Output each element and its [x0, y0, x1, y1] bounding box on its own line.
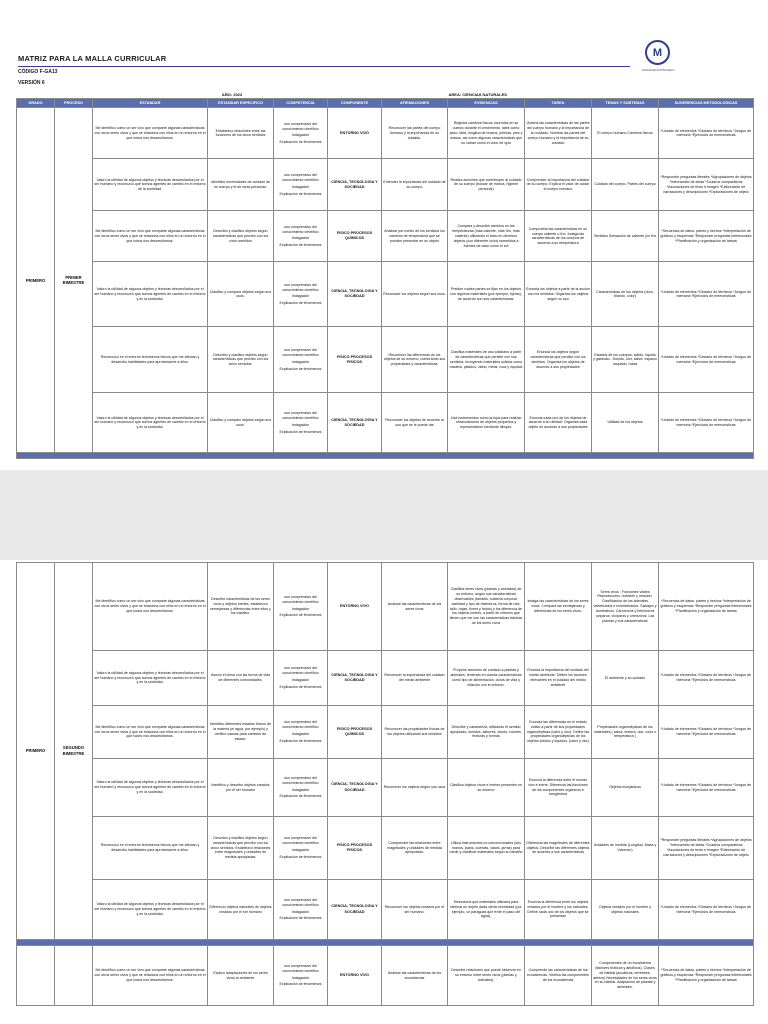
col-evidencias: EVIDENCIAS — [448, 99, 525, 108]
temas-cell: Utilidad de los objetos — [592, 393, 659, 453]
col-estandar: ESTANDAR — [93, 99, 208, 108]
competencia-item: Explicación de fenómenos — [279, 140, 322, 145]
sugerencias-cell: *Listado de elementos *Glosario de términos *Juegos de memoria *Ejercicios de memorísticas — [659, 262, 754, 327]
componente-cell: CIENCIA, TECNOLOGIA Y SOCIEDAD — [328, 393, 382, 453]
evidencias-cell: Clasifica seres vivos (plantas y animales) de su entorno, según sus características observables (tamaño, cubierta corporal, cantidad y tipo de miembros, forma de raíz, tallo, hojas, flores y frutos) y los diferencia de los objetos inertes, a partir de criterios que tienen que ver con las características básicas de los seres vivos — [448, 563, 525, 651]
temas-cell: Cuidado del cuerpo. Partes del cuerpo — [592, 159, 659, 211]
temas-cell: Seres vivos ; Funciones vitales Reproducción, nutrición y relación. Clasificación de los animales vertebrados e invertebrados. Salvajes y domésticos. Carnívoros y herbívoros ovíparos, vivíparos y omnívoros. Las plantas y sus características — [592, 563, 659, 651]
competencia-item: Explicación de fenómenos — [279, 366, 322, 371]
temas-cell: Estados de los cuerpos: sólido, líquido y gaseoso. -Sonido, olor, sabor, espacio ocupado, masa — [592, 327, 659, 393]
curriculum-table-2 — [16, 562, 754, 1006]
estandar-cell: Me identifico como un ser vivo que comparte algunas características con otros seres vivos y que se relaciona con ellos en un entorno en el que todos nos desarrollamos. — [93, 108, 208, 159]
competencia-item: Explicación de fenómenos — [279, 684, 322, 689]
sugerencias-cell: *Listado de elementos *Glosario de términos *Juegos de memoria *Ejercicios de memorísticas — [659, 880, 754, 940]
document-version: VERSIÓN 6 — [18, 80, 45, 86]
componente-cell: ENTORNO VIVO — [328, 563, 382, 651]
table-1-body — [17, 108, 754, 453]
column-headers — [17, 99, 754, 108]
afirmacion-cell: Reconocer los objetos de acuerdo al uso que se le puede dar — [382, 393, 448, 453]
document-code: CÓDIGO F-GA13 — [18, 69, 58, 75]
componente-cell: FISICO PROCESOS FISICOS — [328, 327, 382, 393]
componente-cell: FISICO PROCESOS QUIMICOS — [328, 706, 382, 759]
componente-cell: CIENCIA, TECNOLOGIA Y SOCIEDAD — [328, 880, 382, 940]
afirmacion-cell: Analizar las características de los ecosistemas — [382, 946, 448, 1006]
competencia-item: Explicación de fenómenos — [279, 613, 322, 618]
estandar-especifico-cell: Describo y clasifico objetos según características que percibo con los cinco sentidos. Establezco relaciones entre magnitudes y unidades de medida apropiadas. — [208, 817, 274, 880]
estandar-cell: Me identifico como un ser vivo que comparte algunas características con otros seres vivos y que se relaciona con ellos en un entorno en el que todos nos desarrollamos. — [93, 211, 208, 262]
afirmacion-cell: Analizar las características de los seres vivos — [382, 563, 448, 651]
estandar-especifico-cell: Explico adaptaciones de los seres vivos al ambiente — [208, 946, 274, 1006]
estandar-cell: Valoro la utilidad de algunos objetos y técnicas desarrollados por el ser humano y reconozco que somos agentes de cambio en el entorno de la sociedad. — [93, 159, 208, 211]
table-row — [17, 817, 754, 880]
afirmacion-cell: Entender la importancia del cuidado de su cuerpo — [382, 159, 448, 211]
competencia-item: Indagación — [291, 732, 310, 736]
competencia-cell — [274, 759, 328, 817]
tarea-cell: Enuncia la importancia del cuidado del medio ambiente. Define los factores relevantes en el cuidado del medio ambiente — [525, 651, 592, 706]
afirmacion-cell: Reconocer la importancia del cuidado del medio ambiente — [382, 651, 448, 706]
afirmacion-cell: Reconocer las propiedades físicas de los objetos utilizando sus sentidos — [382, 706, 448, 759]
estandar-especifico-cell: Diferencio objetos naturales de objetos creados por el ser humano — [208, 880, 274, 940]
competencia-item: uso comprensivo del conocimiento científico — [282, 411, 319, 421]
evidencias-cell: Clasifica objetos vivos e inertes presentes en su entorno — [448, 759, 525, 817]
temas-cell: Unidades de medida (Longitud, Masa y Volumen) — [592, 817, 659, 880]
table-row — [17, 108, 754, 159]
tarea-cell: Comprueba las características en un cuerpo caliente o frío. Indaga las características de los cuerpos de acuerdo a su temperatura — [525, 211, 592, 262]
sugerencias-cell: *Listado de elementos *Glosario de términos *Juegos de memoria *Ejercicios de memorísticas — [659, 651, 754, 706]
tarea-cell: Comprende las características de los ecosistemas. Verifica las componentes de los ecosistemas — [525, 946, 592, 1006]
sugerencias-cell: *Secuencia de datos, partes y hechos *Interpretación de gráficos y esquemas *Responder preguntas inferenciales *Planificación y organización de tareas — [659, 211, 754, 262]
estandar-cell: Reconozco en el entorno fenómenos físicos que me afectan y desarrollo habilidades para aproximarme a ellos. — [93, 327, 208, 393]
temas-cell: Características de los objetos (duro, blando, color) — [592, 262, 659, 327]
componente-cell: FISICO PROCESOS FISICOS — [328, 817, 382, 880]
temas-cell: Sentidos Sensación de caliente y/o frío — [592, 211, 659, 262]
table-2-next-row — [17, 946, 754, 1006]
area-label: AREA: CIENCIAS NATURALES — [448, 92, 507, 97]
estandar-especifico-cell: Describo características de los seres vivos y objetos inertes, establezco semejanzas y diferencias entre ellos y los clasifico. — [208, 563, 274, 651]
afirmacion-cell: Reconocer los objetos según sus usos. — [382, 262, 448, 327]
page-1 — [0, 0, 768, 470]
competencia-cell — [274, 159, 328, 211]
competencia-item: Explicación de fenómenos — [279, 243, 322, 248]
evidencias-cell: Propone acciones de cuidado a plantas y animales, teniendo en cuenta características como tipo de alimentación, ciclos de vida y relación con el entorno. — [448, 651, 525, 706]
table-1-footer-band — [17, 453, 754, 459]
col-proceso: PROCESO — [55, 99, 93, 108]
tarea-cell: Indaga las características de los seres vivos. Compara las semejanzas y diferencias de los seres vivos. — [525, 563, 592, 651]
col-sugerencias: SUGERENCIAS METODOLOGICAS — [659, 99, 754, 108]
competencia-item: Explicación de fenómenos — [279, 738, 322, 743]
sugerencias-cell: *Listado de elementos *Glosario de términos *Juegos de memoria *Ejercicios de memorísticas — [659, 108, 754, 159]
competencia-cell — [274, 880, 328, 940]
temas-cell: Objetos creados por el hombre y objetos naturales — [592, 880, 659, 940]
competencia-item: Indagación — [291, 606, 310, 611]
competencia-item: Indagación — [291, 678, 310, 682]
afirmacion-cell: Reconocer las partes del cuerpo humano y la importancia de su cuidado. — [382, 108, 448, 159]
estandar-especifico-cell: Identifico diferentes estados físicos de la materia (el agua, por ejemplo) y verifico causas para cambios de estado. — [208, 706, 274, 759]
tarea-cell: Enuncia las diferencias en el estado sólido a partir de sus propiedades organolépticas (calor y olor). Define las propiedades organolépticas de los objetos sólidos y líquidos. (calor y olor) — [525, 706, 592, 759]
afirmacion-cell: Reconocer los objetos según sus usos — [382, 759, 448, 817]
evidencias-cell: Compara y describe cambios en las temperaturas (más caliente, más frío, más caliente) utilizando el tacto en diversos objetos (con diferente color) sometidos a fuentes de calor como el sol — [448, 211, 525, 262]
competencia-cell — [274, 211, 328, 262]
evidencias-cell: Clasifica materiales de uso cotidiano a partir de características que percibe con sus sentidos, incluyendo materiales sólidos como madera, plástico, vidrio, metal, roca y líquidos — [448, 327, 525, 393]
estandar-especifico-cell: Describo y clasifico objetos según características que percibo con los cinco sentidos. — [208, 327, 274, 393]
sugerencias-cell: *Listado de elementos *Glosario de términos *Juegos de memoria *Ejercicios de memorísticas — [659, 759, 754, 817]
competencia-cell — [274, 393, 328, 453]
estandar-cell: Valoro la utilidad de algunos objetos y técnicas desarrollados por el ser humano y reconozco que somos agentes de cambio en el entorno y en la sociedad. — [93, 393, 208, 453]
sugerencias-cell: *Secuencia de datos, partes y hechos *Interpretación de gráficos y esquemas *Responder preguntas inferenciales *Planificación y organización de tareas — [659, 946, 754, 1006]
table-row — [17, 651, 754, 706]
competencia-item: uso comprensivo del conocimiento científico — [282, 348, 319, 358]
col-temas: TEMAS Y SUBTEMAS — [592, 99, 659, 108]
afirmacion-cell: Reconocer las diferencias de los objetos de su entorno, nombrando sus propiedades y características. — [382, 327, 448, 393]
table-row — [17, 946, 754, 1006]
estandar-cell: Valoro la utilidad de algunos objetos y técnicas desarrollados por el ser humano y reconozco que somos agentes de cambio en el entorno y en la sociedad. — [93, 759, 208, 817]
estandar-cell: Me identifico como un ser vivo que comparte algunas características con otros seres vivos y que se relaciona con ellos en un entorno en el que todos nos desarrollamos. — [93, 946, 208, 1006]
table-row — [17, 262, 754, 327]
sugerencias-cell: *Secuencia de datos, partes y hechos *Interpretación de gráficos y esquemas *Responder preguntas inferenciales *Planificación y organización de tareas — [659, 563, 754, 651]
year-label: AÑO: 2023 — [221, 92, 243, 97]
componente-cell: CIENCIA, TECNOLOGIA Y SOCIEDAD — [328, 651, 382, 706]
col-estandar-especifico: ESTANDAR ESPECIFICO — [208, 99, 274, 108]
table-row — [17, 211, 754, 262]
sugerencias-cell: *Responder preguntas literales *Agrupaciones de objetos *Intercambio de ideas *Cuadros comparativos *Asociaciones de texto e imagen *Elaboración de narraciones y descripciones *Exploraciones de objeto — [659, 817, 754, 880]
competencia-item: Indagación — [291, 133, 310, 138]
evidencias-cell: Predice cuáles partes se fijan en los objetos con algunos materiales (por ejemplo, tijeras), de acuerdo con sus características. — [448, 262, 525, 327]
competencia-item: uso comprensivo del conocimiento científico — [282, 121, 319, 131]
tarea-cell: Enuncia la diferencia entre el mundo vivo e inerte. Diferencia las funciones de los componentes orgánicos e inorgánicos — [525, 759, 592, 817]
tarea-cell: Diferencia las magnitudes de diferentes objetos. Describe las diferentes objetos de acuerdo a sus características — [525, 817, 592, 880]
componente-cell: CIENCIA, TECNOLOGIA Y SOCIEDAD — [328, 759, 382, 817]
competencia-item: Indagación — [291, 848, 310, 852]
competencia-item: Indagación — [291, 909, 310, 914]
competencia-cell — [274, 108, 328, 159]
competencia-item: uso comprensivo del conocimiento científico — [282, 173, 319, 183]
evidencias-cell: Selecciona qué materiales utilizaría para fabricar un objeto dada cierta necesidad (por ejemplo, un paraguas que evite el paso del agua). — [448, 880, 525, 940]
evidencias-cell: Describe relaciones que puede observar en su entorno entre seres vivos (plantas y animales). — [448, 946, 525, 1006]
competencia-item: uso comprensivo del conocimiento científico — [282, 897, 319, 907]
table-2-body — [17, 563, 754, 940]
evidencias-cell: Registra cambios físicos ocurridos en su cuerpo durante el crecimiento, tales como peso, talla, longitud de brazos, piernas, pies y manos, así como algunas características que no varían como el color de ojos — [448, 108, 525, 159]
evidencias-cell: Usa instrumentos como la lupa para realizar observaciones de objetos pequeños y representarlos mediante dibujos. — [448, 393, 525, 453]
competencia-item: Indagación — [291, 236, 310, 241]
estandar-cell: Valoro la utilidad de algunos objetos y técnicas desarrollados por el ser humano y reconozco que somos agentes de cambio en el entorno y en la sociedad. — [93, 651, 208, 706]
competencia-item: uso comprensivo del conocimiento científico — [282, 224, 319, 234]
tarea-cell: Enuncia los objetos según características que percibe con los sentidos. Organiza los objetos de acuerdo a sus propiedades — [525, 327, 592, 393]
competencia-item: Indagación — [291, 787, 310, 792]
document-header — [0, 0, 768, 92]
col-competencia: COMPETENCIA — [274, 99, 328, 108]
table-row — [17, 393, 754, 453]
competencia-item: uso comprensivo del conocimiento científico — [282, 282, 319, 292]
col-tarea: TAREA — [525, 99, 592, 108]
logo-text: CIUDAD EDUCATIVA MAYA — [641, 69, 675, 72]
estandar-cell: Reconozco en el entorno fenómenos físicos que me afectan y desarrollo habilidades para aproximarme a ellos. — [93, 817, 208, 880]
competencia-item: Indagación — [291, 184, 310, 189]
tarea-cell: Enuncia los objetos a partir de la acción con los sentidos. Organiza los objetos según su uso — [525, 262, 592, 327]
tarea-cell: Ordena las características de las partes del cuerpo humano y la importancia de su cuidado. Nombra las partes del cuerpo humano y la importancia de su cuidado — [525, 108, 592, 159]
competencia-item: uso comprensivo del conocimiento científico — [282, 836, 319, 846]
estandar-especifico-cell: Identifico necesidades de cuidado de mi cuerpo y el de otras personas. — [208, 159, 274, 211]
document-title: MATRIZ PARA LA MALLA CURRICULAR — [18, 54, 167, 63]
col-componente: COMPONENTE — [328, 99, 382, 108]
sugerencias-cell: *Responder preguntas literales *Agrupaciones de objetos *Intercambio de ideas *Cuadros comparativos *Asociaciones de texto e imagen *Elaboración de narraciones y descripciones *Exploraciones de objeto — [659, 159, 754, 211]
col-afirmaciones: AFIRMACIONES — [382, 99, 448, 108]
competencia-item: Indagación — [291, 294, 310, 299]
curriculum-table-1 — [16, 91, 754, 459]
competencia-item: uso comprensivo del conocimiento científico — [282, 720, 319, 730]
proceso-cell: PRIMER BIMESTRE — [55, 108, 93, 453]
competencia-item: Explicación de fenómenos — [279, 301, 322, 306]
componente-cell: ENTORNO VIVO — [328, 946, 382, 1006]
header-divider — [18, 66, 630, 67]
temas-cell: Objetos inorgánicos — [592, 759, 659, 817]
competencia-item: Explicación de fenómenos — [279, 854, 322, 859]
competencia-item: uso comprensivo del conocimiento científico — [282, 775, 319, 785]
table-row — [17, 880, 754, 940]
table-row — [17, 759, 754, 817]
competencia-item: Indagación — [291, 975, 310, 980]
evidencias-cell: Utiliza instrumentos no convencionales (sus manos, palos, cuerdas, vasos, jarras) para medir y clasificar materiales según su tamaño — [448, 817, 525, 880]
componente-cell: CIENCIA, TECNOLOGIA Y SOCIEDAD — [328, 262, 382, 327]
sugerencias-cell: *Listado de elementos *Glosario de términos *Juegos de memoria *Ejercicios de memorísticas — [659, 393, 754, 453]
componente-cell: FISICO PROCESOS QUIMICOS — [328, 211, 382, 262]
grado-cell-empty — [17, 946, 55, 1006]
page-2 — [0, 560, 768, 1024]
estandar-especifico-cell: Clasifico y comparo objetos según sus usos. — [208, 262, 274, 327]
afirmacion-cell: Analizar por medio de los sentidos los cambios de temperatura que se pueden presentar en un objeto — [382, 211, 448, 262]
temas-cell: Propiedades organolépticas de los materiales ( sabor, textura, olor, color o temperatura ) — [592, 706, 659, 759]
competencia-cell — [274, 706, 328, 759]
tarea-cell: Enuncia la diferencia entre los objetos creados por el hombre y los naturales. Define cada uno de los objetos que se presentan — [525, 880, 592, 940]
competencia-cell — [274, 651, 328, 706]
estandar-especifico-cell: Asocio el clima con las forma de vida de diferentes comunidades. — [208, 651, 274, 706]
competencia-cell — [274, 946, 328, 1006]
proceso-cell-empty — [55, 946, 93, 1006]
evidencias-cell: Realiza acciones que contribuyen al cuidado de su cuerpo (buscar de manos, higiene personal) — [448, 159, 525, 211]
competencia-item: uso comprensivo del conocimiento científico — [282, 594, 319, 604]
temas-cell: El ambiente y su cuidado — [592, 651, 659, 706]
logo-emblem-icon: M — [645, 40, 670, 65]
table-row — [17, 706, 754, 759]
afirmacion-cell: Reconocer los objetos creados por el ser humano. — [382, 880, 448, 940]
estandar-cell: Me identifico como un ser vivo que comparte algunas características con otros seres vivos y que se relaciona con ellos en un entorno en el que todos nos desarrollamos. — [93, 563, 208, 651]
estandar-cell: Valoro la utilidad de algunos objetos y técnicas desarrollados por el ser humano y reconozco que somos agentes de cambio en el entorno y en la sociedad. — [93, 880, 208, 940]
componente-cell: CIENCIA, TECNOLOGIA Y SOCIEDAD — [328, 159, 382, 211]
competencia-item: Explicación de fenómenos — [279, 794, 322, 799]
competencia-item: uso comprensivo del conocimiento científico — [282, 666, 319, 676]
estandar-especifico-cell: Clasifico y comparo objetos según sus usos. — [208, 393, 274, 453]
estandar-especifico-cell: Establezco relaciones entre las funciones de los cinco sentidos — [208, 108, 274, 159]
temas-cell: Componentes de un ecosistema (factores bióticos y abióticos). Clases de hábitat (acuáticos, terrestres, aéreos) Necesidades de los seres vivos en su hábitat. Adaptación de plantas y animales. — [592, 946, 659, 1006]
school-logo — [638, 40, 678, 82]
col-grado: GRADO — [17, 99, 55, 108]
grado-cell: PRIMERO — [17, 563, 55, 940]
estandar-cell: Valoro la utilidad de algunos objetos y técnicas desarrollados por el ser humano y reconozco que somos agentes de cambio en el entorno y en la sociedad. — [93, 262, 208, 327]
competencia-item: Indagación — [291, 359, 310, 364]
table-row — [17, 563, 754, 651]
table-row — [17, 327, 754, 393]
sugerencias-cell: *Listado de elementos *Glosario de términos *Juegos de memoria *Ejercicios de memorísticas — [659, 327, 754, 393]
sugerencias-cell: *Listado de elementos *Glosario de términos *Juegos de memoria *Ejercicios de memorísticas — [659, 706, 754, 759]
table-row — [17, 159, 754, 211]
componente-cell: ENTORNO VIVO — [328, 108, 382, 159]
afirmacion-cell: Comprender las relaciones entre magnitudes y unidades de medida apropiadas. — [382, 817, 448, 880]
competencia-item: Explicación de fenómenos — [279, 916, 322, 921]
temas-cell: El cuerpo humano Cambios físicos — [592, 108, 659, 159]
competencia-item: Explicación de fenómenos — [279, 982, 322, 987]
competencia-cell — [274, 327, 328, 393]
year-area-row — [17, 91, 754, 99]
competencia-item: Explicación de fenómenos — [279, 191, 322, 196]
estandar-especifico-cell: Describo y clasifico objetos según características que percibo con los cinco sentidos — [208, 211, 274, 262]
competencia-item: Explicación de fenómenos — [279, 429, 322, 434]
competencia-cell — [274, 262, 328, 327]
tarea-cell: Enuncia cada uno de los objetos de acuerdo a su utilidad. Organiza cada objeto de acuerdo a sus propiedades — [525, 393, 592, 453]
competencia-item: Indagación — [291, 422, 310, 427]
competencia-cell — [274, 563, 328, 651]
tarea-cell: Comprender la importancia del cuidado de su cuerpo. Explica el valor de cuidar el cuerpo humano — [525, 159, 592, 211]
grado-cell: PRIMERO — [17, 108, 55, 453]
competencia-cell — [274, 817, 328, 880]
competencia-item: uso comprensivo del conocimiento científico — [282, 963, 319, 973]
estandar-cell: Me identifico como un ser vivo que comparte algunas características con otros seres vivos y que se relaciona con ellos en un entorno en el que todos nos desarrollamos. — [93, 706, 208, 759]
proceso-cell: SEGUNDO BIMESTRE — [55, 563, 93, 940]
evidencias-cell: Describe y caracteriza, utilizando el sentido apropiado, sonidos, sabores, olores, colores, texturas y formas — [448, 706, 525, 759]
estandar-especifico-cell: Identifico y describo objetos creados por el ser humano — [208, 759, 274, 817]
